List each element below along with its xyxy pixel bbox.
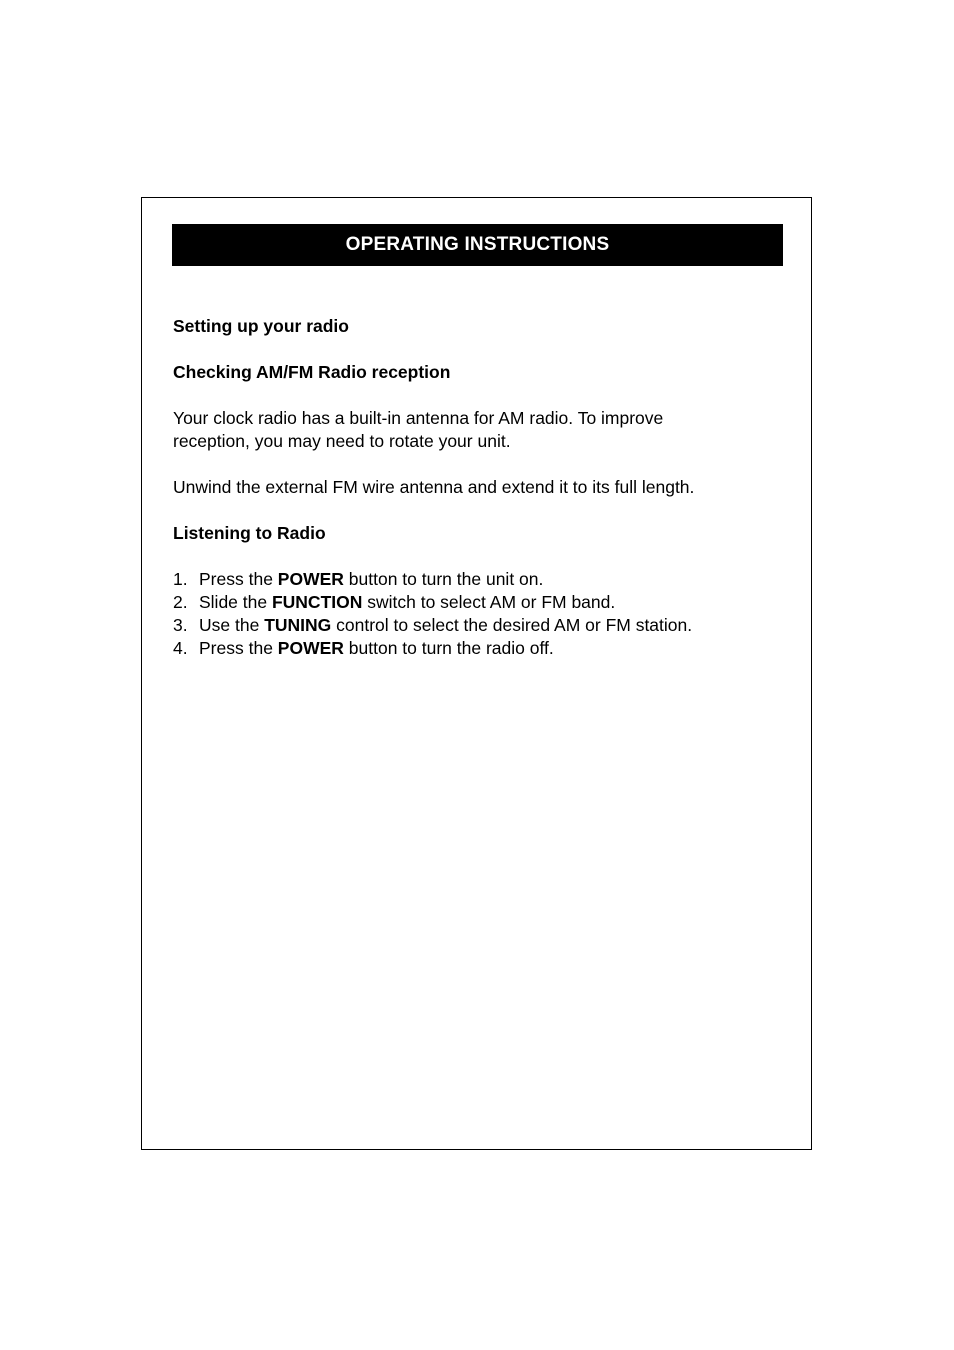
instructions-content xyxy=(173,315,773,660)
power-label: POWER xyxy=(277,638,344,658)
page-title-bar xyxy=(172,224,783,266)
list-item: 2. Slide the FUNCTION switch to select AM or FM band. xyxy=(173,592,616,612)
function-label: FUNCTION xyxy=(271,592,363,612)
reception-heading: Checking AM/FM Radio reception xyxy=(173,362,451,382)
tuning-label: TUNING xyxy=(264,615,332,635)
power-label: POWER xyxy=(277,569,344,589)
list-item: 4. Press the POWER button to turn the radio off. xyxy=(173,638,554,658)
page-title: OPERATING INSTRUCTIONS xyxy=(345,234,610,255)
fm-antenna-paragraph: Unwind the external FM wire antenna and extend it to its full length. xyxy=(173,477,695,497)
list-item: 1. Press the POWER button to turn the unit on. xyxy=(173,569,544,589)
setup-heading: Setting up your radio xyxy=(173,316,349,336)
list-item: 3. Use the TUNING control to select the desired AM or FM station. xyxy=(173,615,693,635)
reception-paragraph-line-2: reception, you may need to rotate your unit. xyxy=(173,431,511,451)
reception-paragraph-line-1: Your clock radio has a built-in antenna for AM radio. To improve xyxy=(173,408,664,428)
steps-list xyxy=(173,568,773,660)
listening-heading: Listening to Radio xyxy=(173,523,326,543)
